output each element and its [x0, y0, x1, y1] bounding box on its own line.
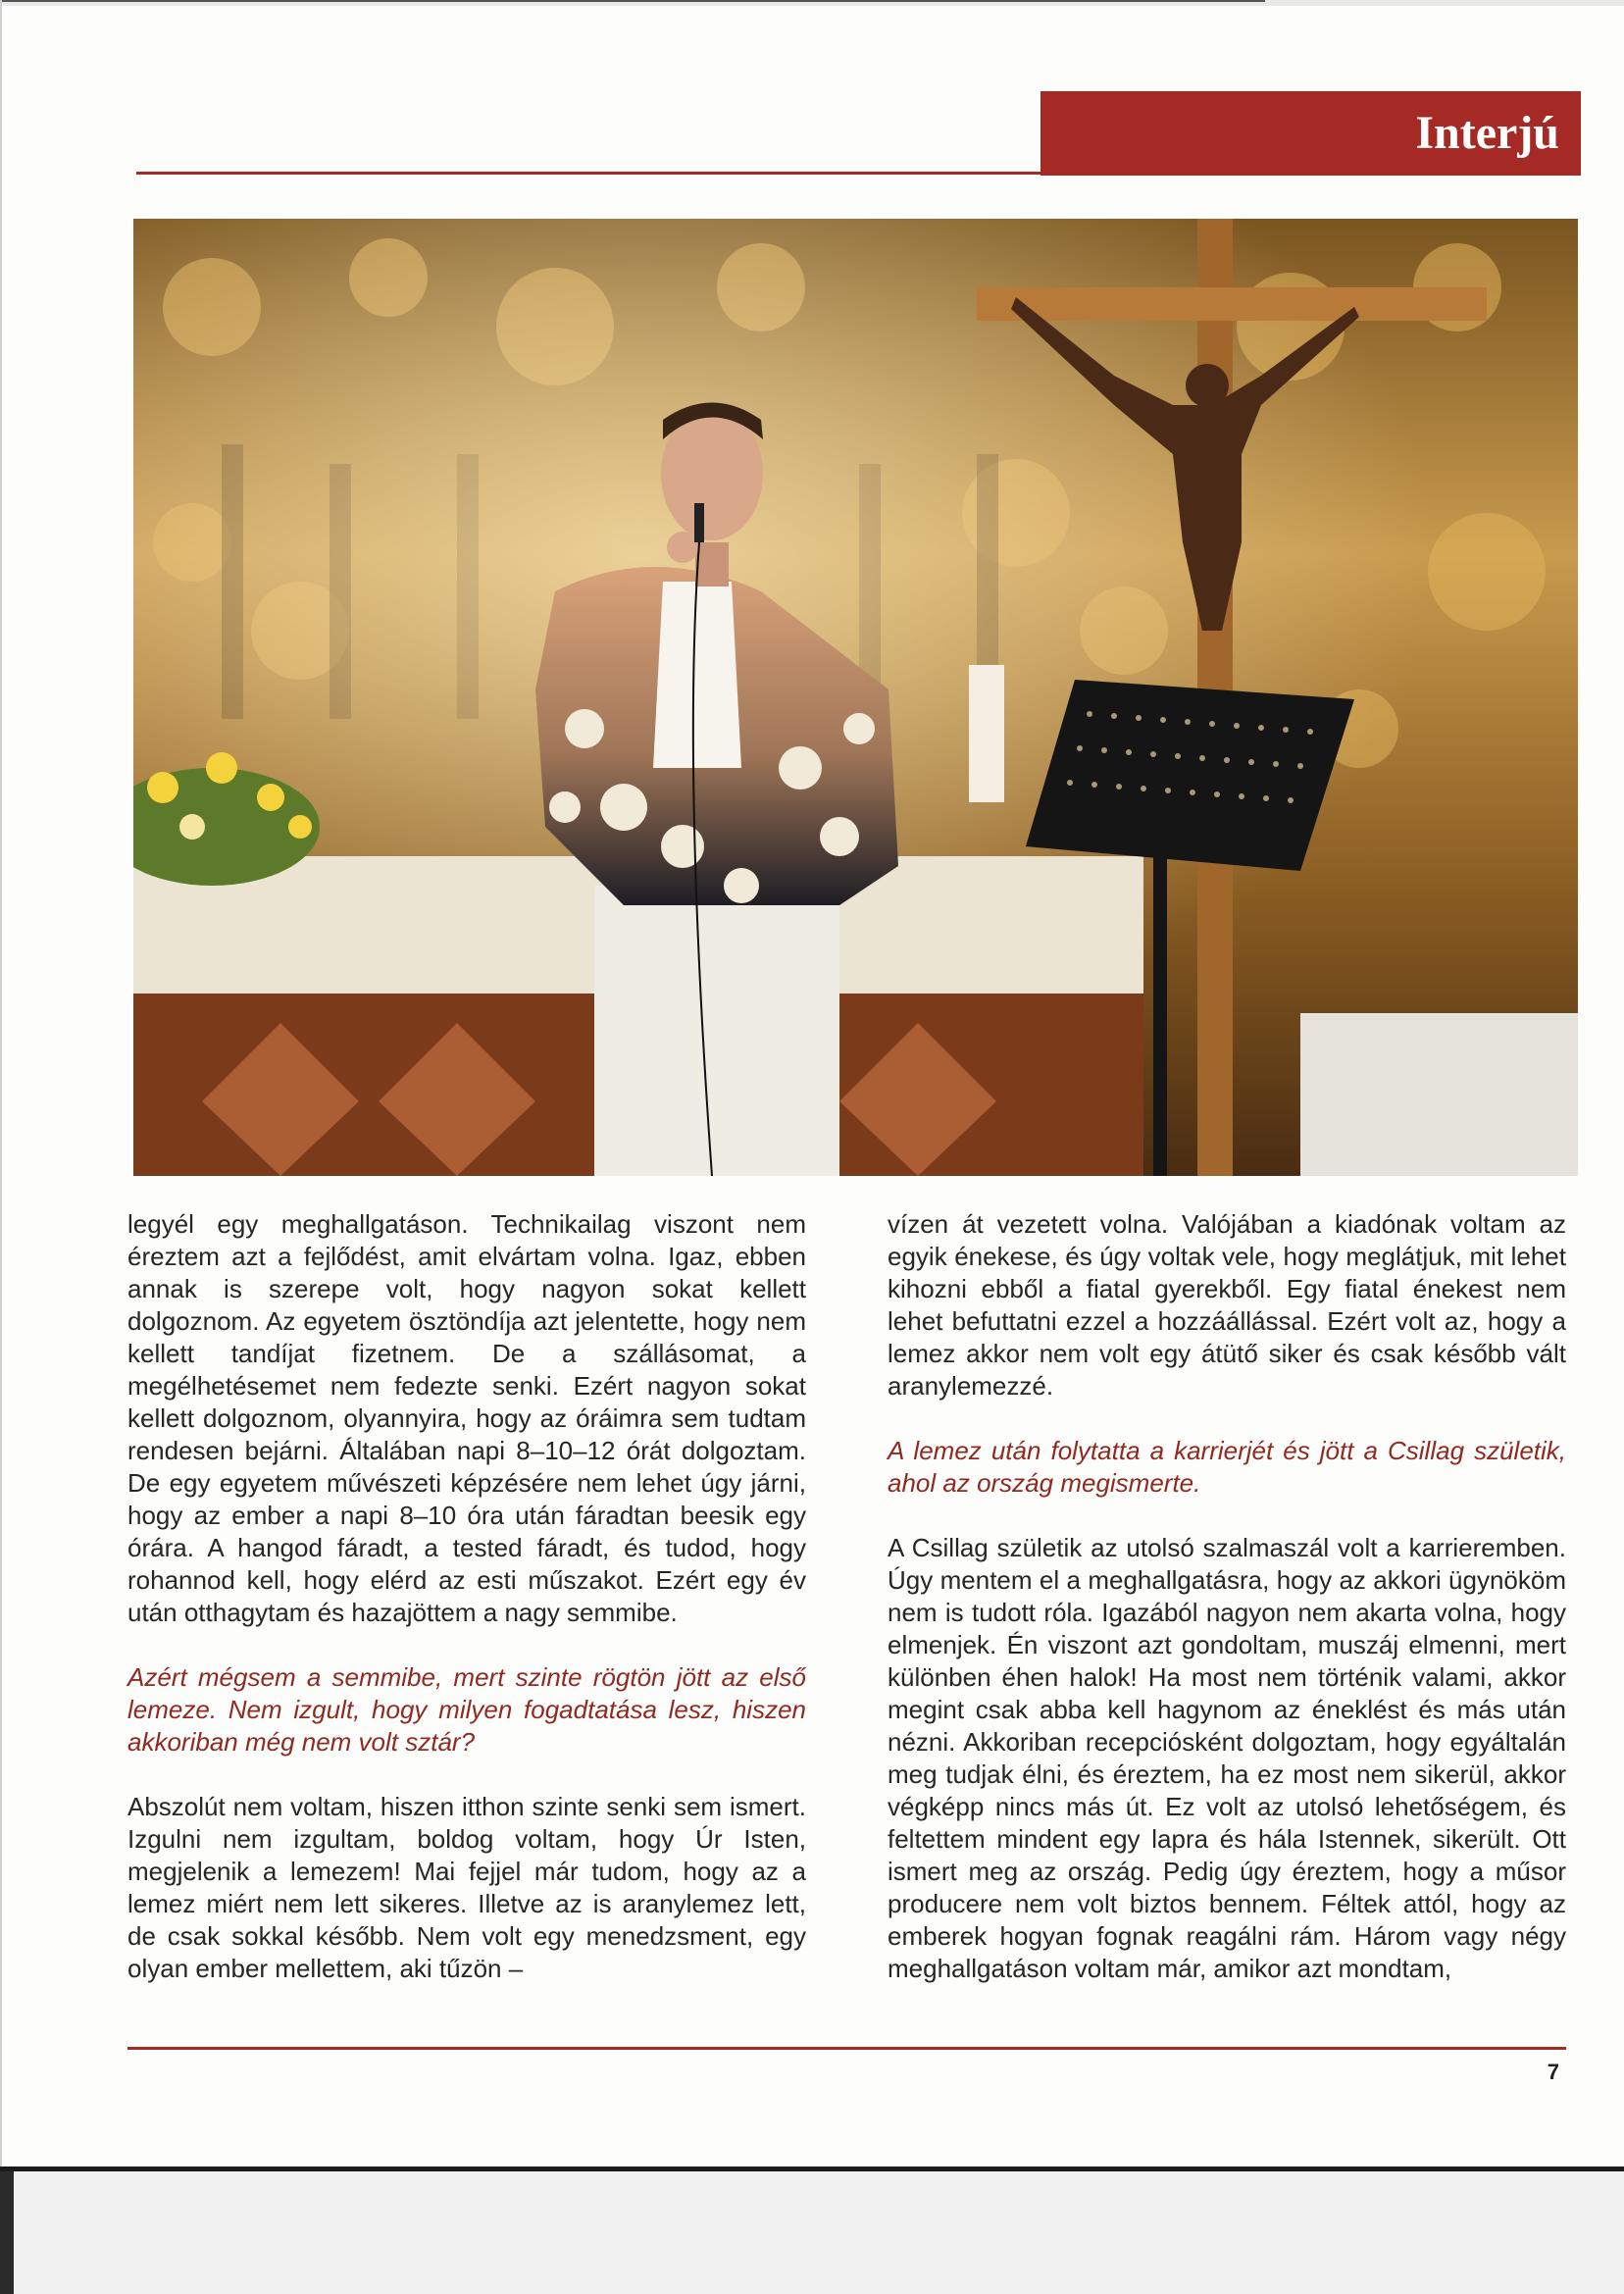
scan-background-corner — [0, 2171, 14, 2294]
body-paragraph: A Csillag születik az utolsó szalmaszál volt a karrieremben. Úgy mentem el a meghallgatásra, hogy az akkori ügynököm nem is tudott róla. Igazából nagyon nem akarta volna, hogy elmenjek. Én viszont azt gondoltam, muszáj elmenni, mert különben éhen halok! Ha most nem történik valami, akkor megint csak abba kell hagynom az éneklést és más után nézni. Akkoriban recepciósként dolgoztam, hogy egyáltalán meg tudjak élni, és éreztem, ha ez most nem sikerül, akkor végképp nincs más út. Ez volt az utolsó lehetőségem, és feltettem mindent egy lapra és hála Istennek, sikerült. Ott ismert meg az ország. Pedig úgy éreztem, hogy a műsor producere nem volt biztos bennem. Féltek attól, hogy az emberek hogyan fognak reagálni rám. Három vagy négy meghallgatáson voltam már, amikor azt mondtam, — [888, 1533, 1566, 1983]
body-paragraph: Abszolút nem voltam, hiszen itthon szinte senki sem ismert. Izgulni nem izgultam, boldog voltam, hogy Úr Isten, megjelenik a lemezem! Mai fejjel már tudom, hogy az a lemez miért nem lett sikeres. Illetve az is aranylemez lett, de csak sokkal később. Nem volt egy menedzsment, egy olyan ember mellettem, aki tűzön – — [127, 1792, 806, 1983]
interview-question: Azért mégsem a semmibe, mert szinte rögtön jött az első lemeze. Nem izgult, hogy milyen fogadtatása lesz, hiszen akkoriban még nem volt sztár? — [127, 1662, 806, 1757]
body-paragraph: vízen át vezetett volna. Valójában a kiadónak voltam az egyik énekese, és úgy voltak vele, hogy meglátjuk, mit lehet kihozni ebből a fiatal gyerekből. Egy fiatal énekest nem lehet befuttatni ezzel a hozzáállással. Ezért volt az, hogy a lemez akkor nem volt egy átütő siker és csak később vált aranylemezzé. — [888, 1209, 1566, 1401]
scan-edge-left — [0, 0, 2, 2167]
header-rule — [136, 172, 1581, 175]
footer-rule — [127, 2047, 1566, 2050]
section-label: Interjú — [1040, 91, 1581, 176]
body-paragraph: legyél egy meghallgatáson. Technikailag viszont nem éreztem azt a fejlődést, amit elvártam volna. Igaz, ebben annak is szerepe volt, hogy nagyon sokat kellett dolgoznom. Az egyetem ösztöndíja azt jelentette, hogy nem kellett tandíjat fizetnem. De a szállásomat, a megélhetésemet nem fedezte senki. Ezért nagyon sokat kellett dolgoznom, olyannyira, hogy az óráimra sem tudtam rendesen bejárni. Általában napi 8–10–12 órát dolgoztam. De egy egyetem művészeti képzésére nem lehet úgy járni, hogy az ember a napi 8–10 óra után fáradtan beesik egy órára. A hangod fáradt, a tested fáradt, és tudod, hogy rohannod kell, hogy elérd az esti műszakot. Ezért egy év után otthagytam és hazajöttem a nagy semmibe. — [127, 1209, 806, 1627]
article-right-column — [888, 1208, 1566, 1985]
article-left-column — [127, 1208, 806, 1985]
scan-edge-top-shadow — [0, 0, 1265, 2]
concert-photo — [133, 219, 1578, 1176]
interview-question: A lemez után folytatta a karrierjét és jött a Csillag születik, ahol az ország megismerte. — [888, 1436, 1566, 1498]
page-number: 7 — [1547, 2060, 1559, 2084]
scan-background-bottom — [0, 2171, 1624, 2294]
